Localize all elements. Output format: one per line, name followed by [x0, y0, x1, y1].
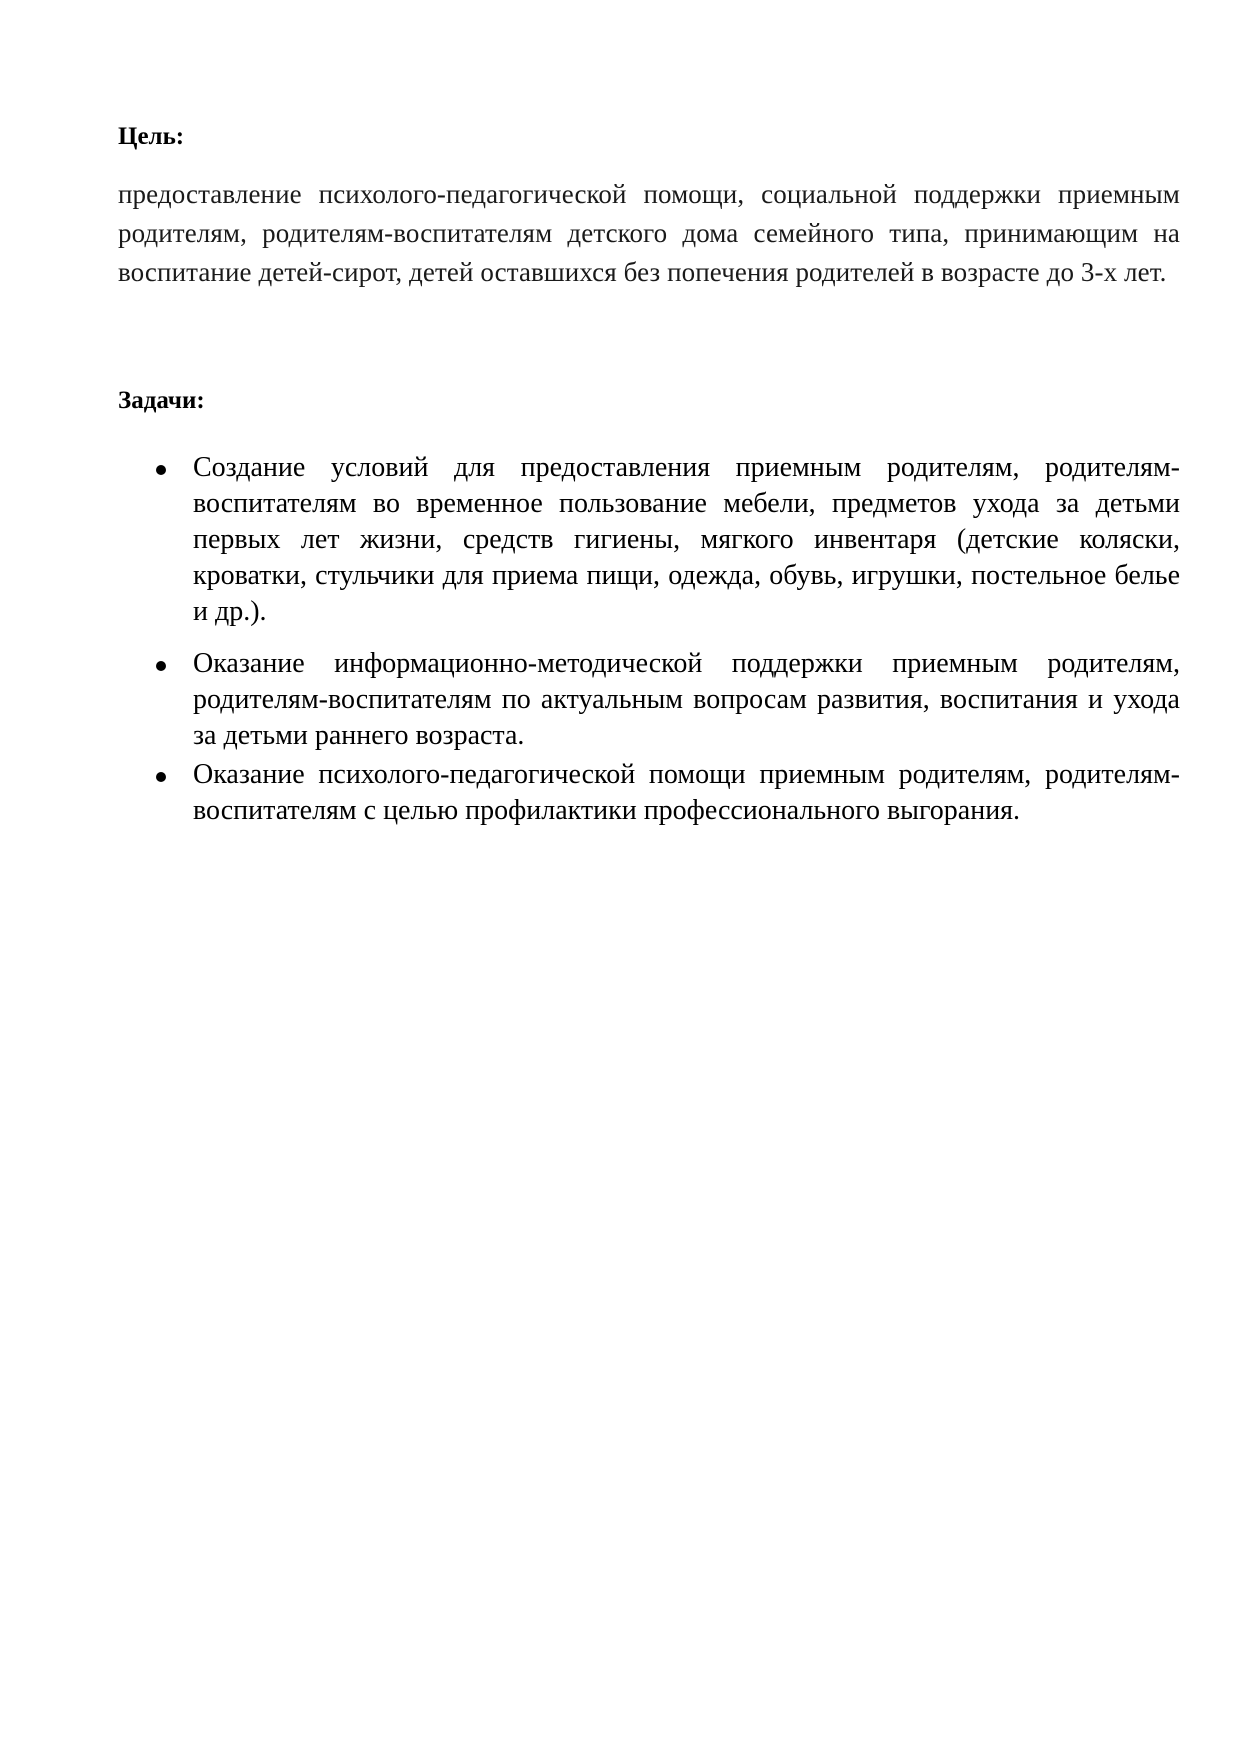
task-text: Создание условий для предоставления приемным родителям, родителям-воспитателям во временное пользование мебели, предметов ухода за детьми первых лет жизни, средств гигиены, мягкого инвентаря (детские коляски, кроватки, стульчики для приема пищи, одежда, обувь, игрушки, постельное белье и др.). — [193, 452, 1180, 627]
list-item — [0, 757, 1240, 868]
task-text: Оказание информационно-методической поддержки приемным родителям, родителям-воспитателям по актуальным вопросам развития, воспитания и ухода за детьми раннего возраста. — [193, 648, 1180, 751]
list-item — [0, 450, 1240, 646]
tasks-list — [0, 450, 1240, 868]
bullet-icon — [156, 661, 166, 671]
tasks-heading: Задачи: — [118, 387, 205, 414]
task-text: Оказание психолого-педагогической помощи приемным родителям, родителям-воспитателям с целью профилактики профессионального выгорания. — [193, 759, 1180, 826]
bullet-icon — [156, 772, 166, 782]
bullet-icon — [156, 465, 166, 475]
list-item — [0, 646, 1240, 757]
goal-heading: Цель: — [118, 123, 185, 150]
goal-text: предоставление психолого-педагогической помощи, социальной поддержки приемным родителям, родителям-воспитателям детского дома семейного типа, принимающим на воспитание детей-сирот, детей оставшихся без попечения родителей в возрасте до 3-х лет. — [118, 179, 1180, 287]
